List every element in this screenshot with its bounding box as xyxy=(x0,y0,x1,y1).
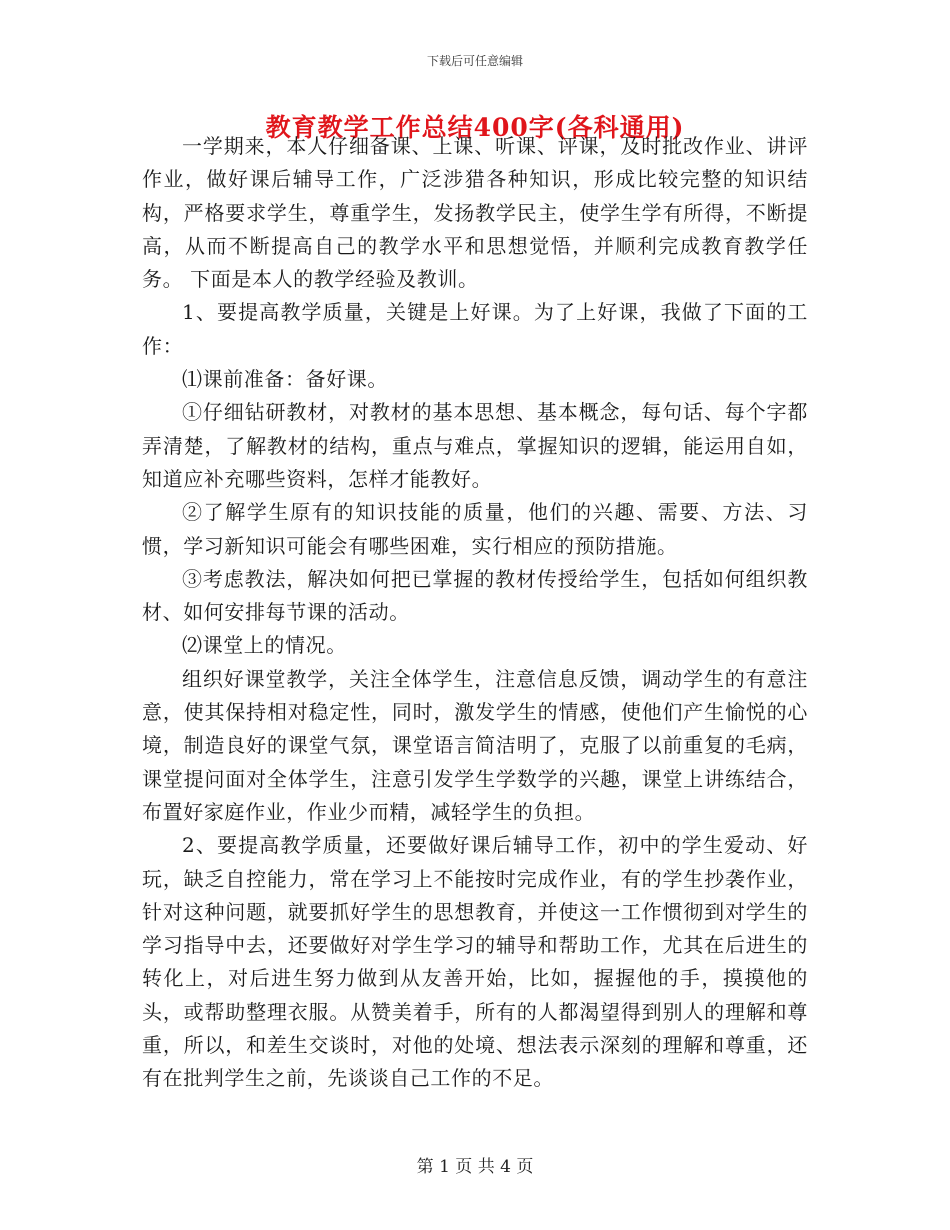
paragraph: ①仔细钻研教材，对教材的基本思想、基本概念，每句话、每个字都弄清楚，了解教材的结构，重点与难点，掌握知识的逻辑，能运用自如，知道应补充哪些资料，怎样才能教好。 xyxy=(142,400,808,491)
paragraph: 一学期来，本人仔细备课、上课、听课、评课，及时批改作业、讲评作业，做好课后辅导工作，广泛涉猎各种知识，形成比较完整的知识结构，严格要求学生，尊重学生，发扬教学民主，使学生学有所得，不断提高，从而不断提高自己的教学水平和思想觉悟，并顺利完成教育教学任务。 下面是本人的教学经验及教训。 xyxy=(142,134,808,292)
paragraph: 2、要提高教学质量，还要做好课后辅导工作，初中的学生爱动、好玩，缺乏自控能力，常在学习上不能按时完成作业，有的学生抄袭作业，针对这种问题，就要抓好学生的思想教育，并使这一工作惯彻到对学生的学习指导中去，还要做好对学生学习的辅导和帮助工作，尤其在后进生的转化上，对后进生努力做到从友善开始，比如，握握他的手，摸摸他的头，或帮助整理衣服。从赞美着手，所有的人都渴望得到别人的理解和尊重，所以，和差生交谈时，对他的处境、想法表示深刻的理解和尊重，还有在批判学生之前，先谈谈自己工作的不足。 xyxy=(142,833,808,1091)
paragraph: 1、要提高教学质量，关键是上好课。为了上好课，我做了下面的工作： xyxy=(142,300,808,358)
paragraph: 组织好课堂教学，关注全体学生，注意信息反馈，调动学生的有意注意，使其保持相对稳定性，同时，激发学生的情感，使他们产生愉悦的心境，制造良好的课堂气氛，课堂语言简洁明了，克服了以前重复的毛病，课堂提问面对全体学生，注意引发学生学数学的兴趣，课堂上讲练结合，布置好家庭作业，作业少而精，减轻学生的负担。 xyxy=(142,666,808,824)
header-note: 下载后可任意编辑 xyxy=(426,54,523,68)
paragraph: ⑵课堂上的情况。 xyxy=(182,633,347,658)
paragraph: ⑴课前准备：备好课。 xyxy=(182,367,388,392)
document-title: 教育教学工作总结400字(各科通用) xyxy=(265,113,685,142)
paragraph: ②了解学生原有的知识技能的质量，他们的兴趣、需要、方法、习惯，学习新知识可能会有哪些困难，实行相应的预防措施。 xyxy=(142,500,808,558)
document-body xyxy=(142,130,808,1096)
paragraph: ③考虑教法，解决如何把已掌握的教材传授给学生，包括如何组织教材、如何安排每节课的活动。 xyxy=(142,566,808,625)
page-footer: 第 1 页 共 4 页 xyxy=(416,1157,534,1177)
